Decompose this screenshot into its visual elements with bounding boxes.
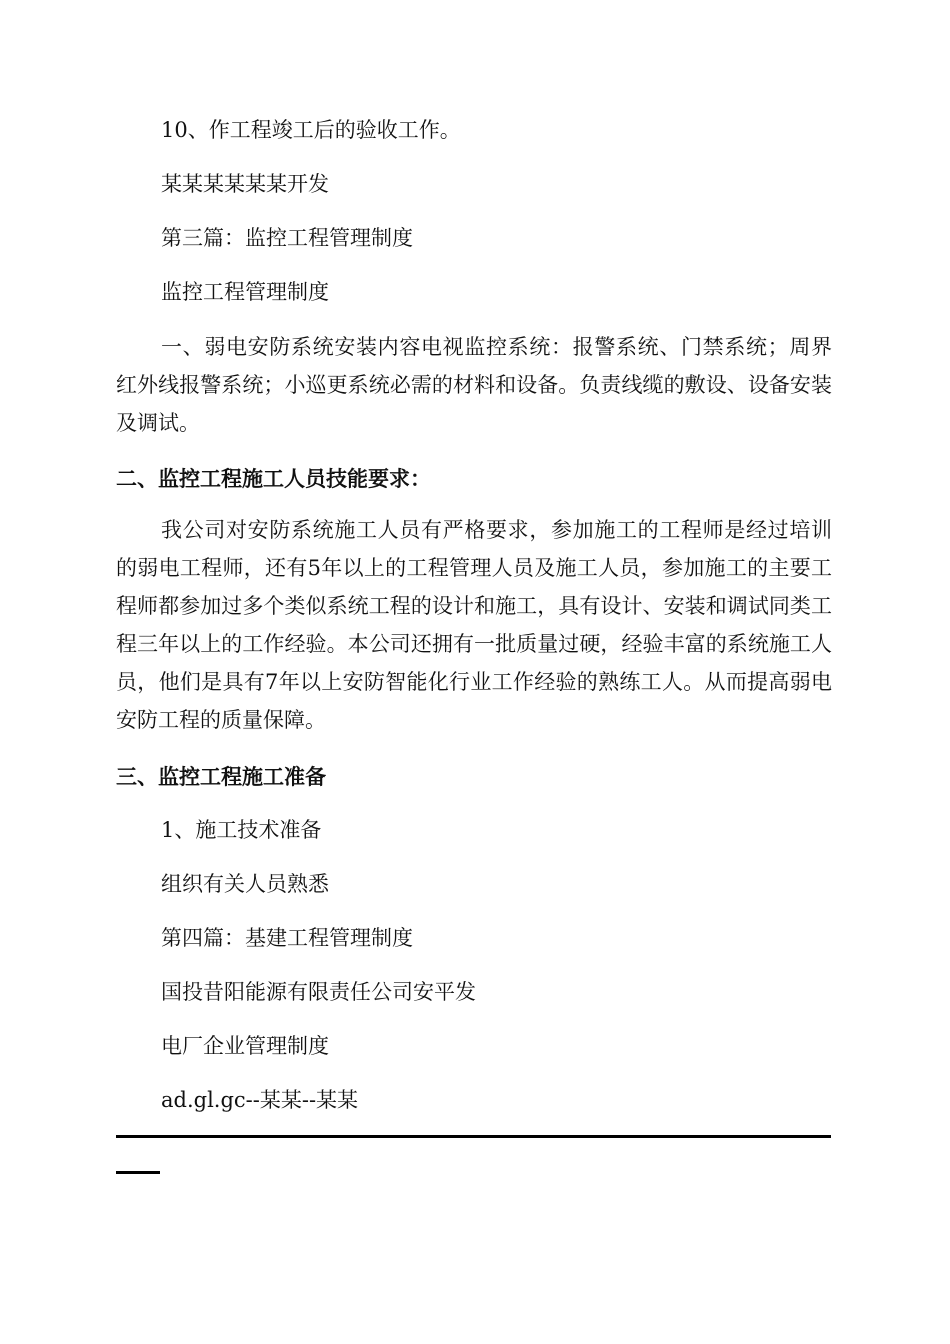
- text-line: 电厂企业管理制度: [161, 1034, 329, 1058]
- text-line: 组织有关人员熟悉: [161, 872, 329, 896]
- section-title: 第四篇：基建工程管理制度: [161, 926, 413, 950]
- text-line: 1、施工技术准备: [161, 818, 322, 842]
- text-line: 某某某某某某开发: [161, 172, 329, 196]
- text-line: 国投昔阳能源有限责任公司安平发: [161, 980, 476, 1004]
- section-title: 第三篇：监控工程管理制度: [161, 226, 413, 250]
- text-line: ad.gl.gc--某某--某某: [161, 1088, 359, 1112]
- section-heading: 二、监控工程施工人员技能要求：: [116, 467, 431, 491]
- section-heading: 三、监控工程施工准备: [116, 765, 326, 789]
- paragraph: 我公司对安防系统施工人员有严格要求，参加施工的工程师是经过培训的弱电工程师，还有5年以上的工程管理人员及施工人员，参加施工的主要工程师都参加过多个类似系统工程的设计和施工，具有设计、安装和调试同类工程三年以上的工作经验。本公司还拥有一批质量过硬，经验丰富的系统施工人员，他们是具有7年以上安防智能化行业工作经验的熟练工人。从而提高弱电安防工程的质量保障。: [116, 518, 832, 732]
- paragraph: 一、弱电安防系统安装内容电视监控系统：报警系统、门禁系统；周界红外线报警系统；小巡更系统必需的材料和设备。负责线缆的敷设、设备安装及调试。: [116, 335, 832, 435]
- separator-rule: [116, 1135, 831, 1138]
- text-line: 10、作工程竣工后的验收工作。: [161, 118, 461, 142]
- text-line: 监控工程管理制度: [161, 280, 329, 304]
- separator-rule: [116, 1171, 160, 1174]
